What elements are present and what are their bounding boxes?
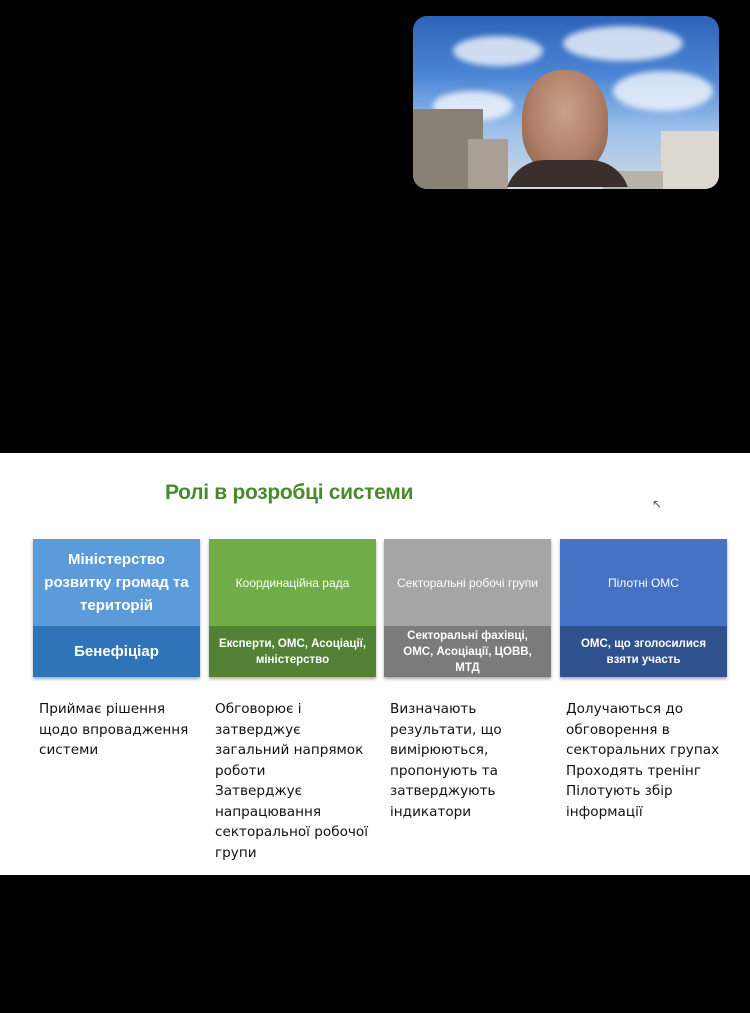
role-column-council <box>209 539 376 863</box>
role-card-title: Секторальні робочі групи <box>384 539 551 626</box>
participant-face <box>522 70 608 174</box>
description-line: Долучаються до обговорення в секторальних групах <box>566 701 720 758</box>
role-card <box>209 539 376 677</box>
building-right <box>661 131 719 189</box>
slide-title: Ролі в розробці системи <box>165 481 414 504</box>
description-line: Визначають результати, що вимірюються, пропонують та затверджують індикатори <box>390 701 502 820</box>
role-card-title: Пілотні ОМС <box>560 539 727 626</box>
role-card <box>33 539 200 677</box>
role-card-subtitle: Експерти, ОМС, Асоціації, міністерство <box>209 626 376 677</box>
building-left-2 <box>468 139 508 189</box>
role-card-subtitle: Бенефіціар <box>33 626 200 677</box>
role-card-subtitle: ОМС, що зголосилися взяти участь <box>560 626 727 677</box>
role-column-pilot <box>560 539 727 822</box>
role-description <box>384 699 551 822</box>
role-card <box>560 539 727 677</box>
description-line: Приймає рішення щодо впровадження системи <box>39 701 189 758</box>
mouse-cursor-icon: ↖ <box>652 497 663 511</box>
sky-cloud <box>563 26 683 61</box>
description-line: Затверджує напрацювання секторальної робочої групи <box>215 783 369 861</box>
participant-body <box>505 160 630 200</box>
shared-slide <box>0 453 750 875</box>
role-description <box>560 699 727 822</box>
sky-cloud <box>613 71 713 111</box>
description-line: Обговорює і затверджує загальний напрямок роботи <box>215 701 364 779</box>
role-card-subtitle: Секторальні фахівці, ОМС, Асоціації, ЦОВВ, МТД <box>384 626 551 677</box>
role-card <box>384 539 551 677</box>
sky-cloud <box>453 36 543 66</box>
role-column-ministry <box>33 539 200 761</box>
role-card-title: Міністерство розвитку громад та територій <box>33 539 200 626</box>
description-line: Проходять тренінг <box>566 762 701 779</box>
description-line: Пілотують збір інформації <box>566 783 673 820</box>
role-description <box>209 699 376 863</box>
role-column-working-groups <box>384 539 551 822</box>
role-card-title: Координаційна рада <box>209 539 376 626</box>
role-description <box>33 699 200 761</box>
